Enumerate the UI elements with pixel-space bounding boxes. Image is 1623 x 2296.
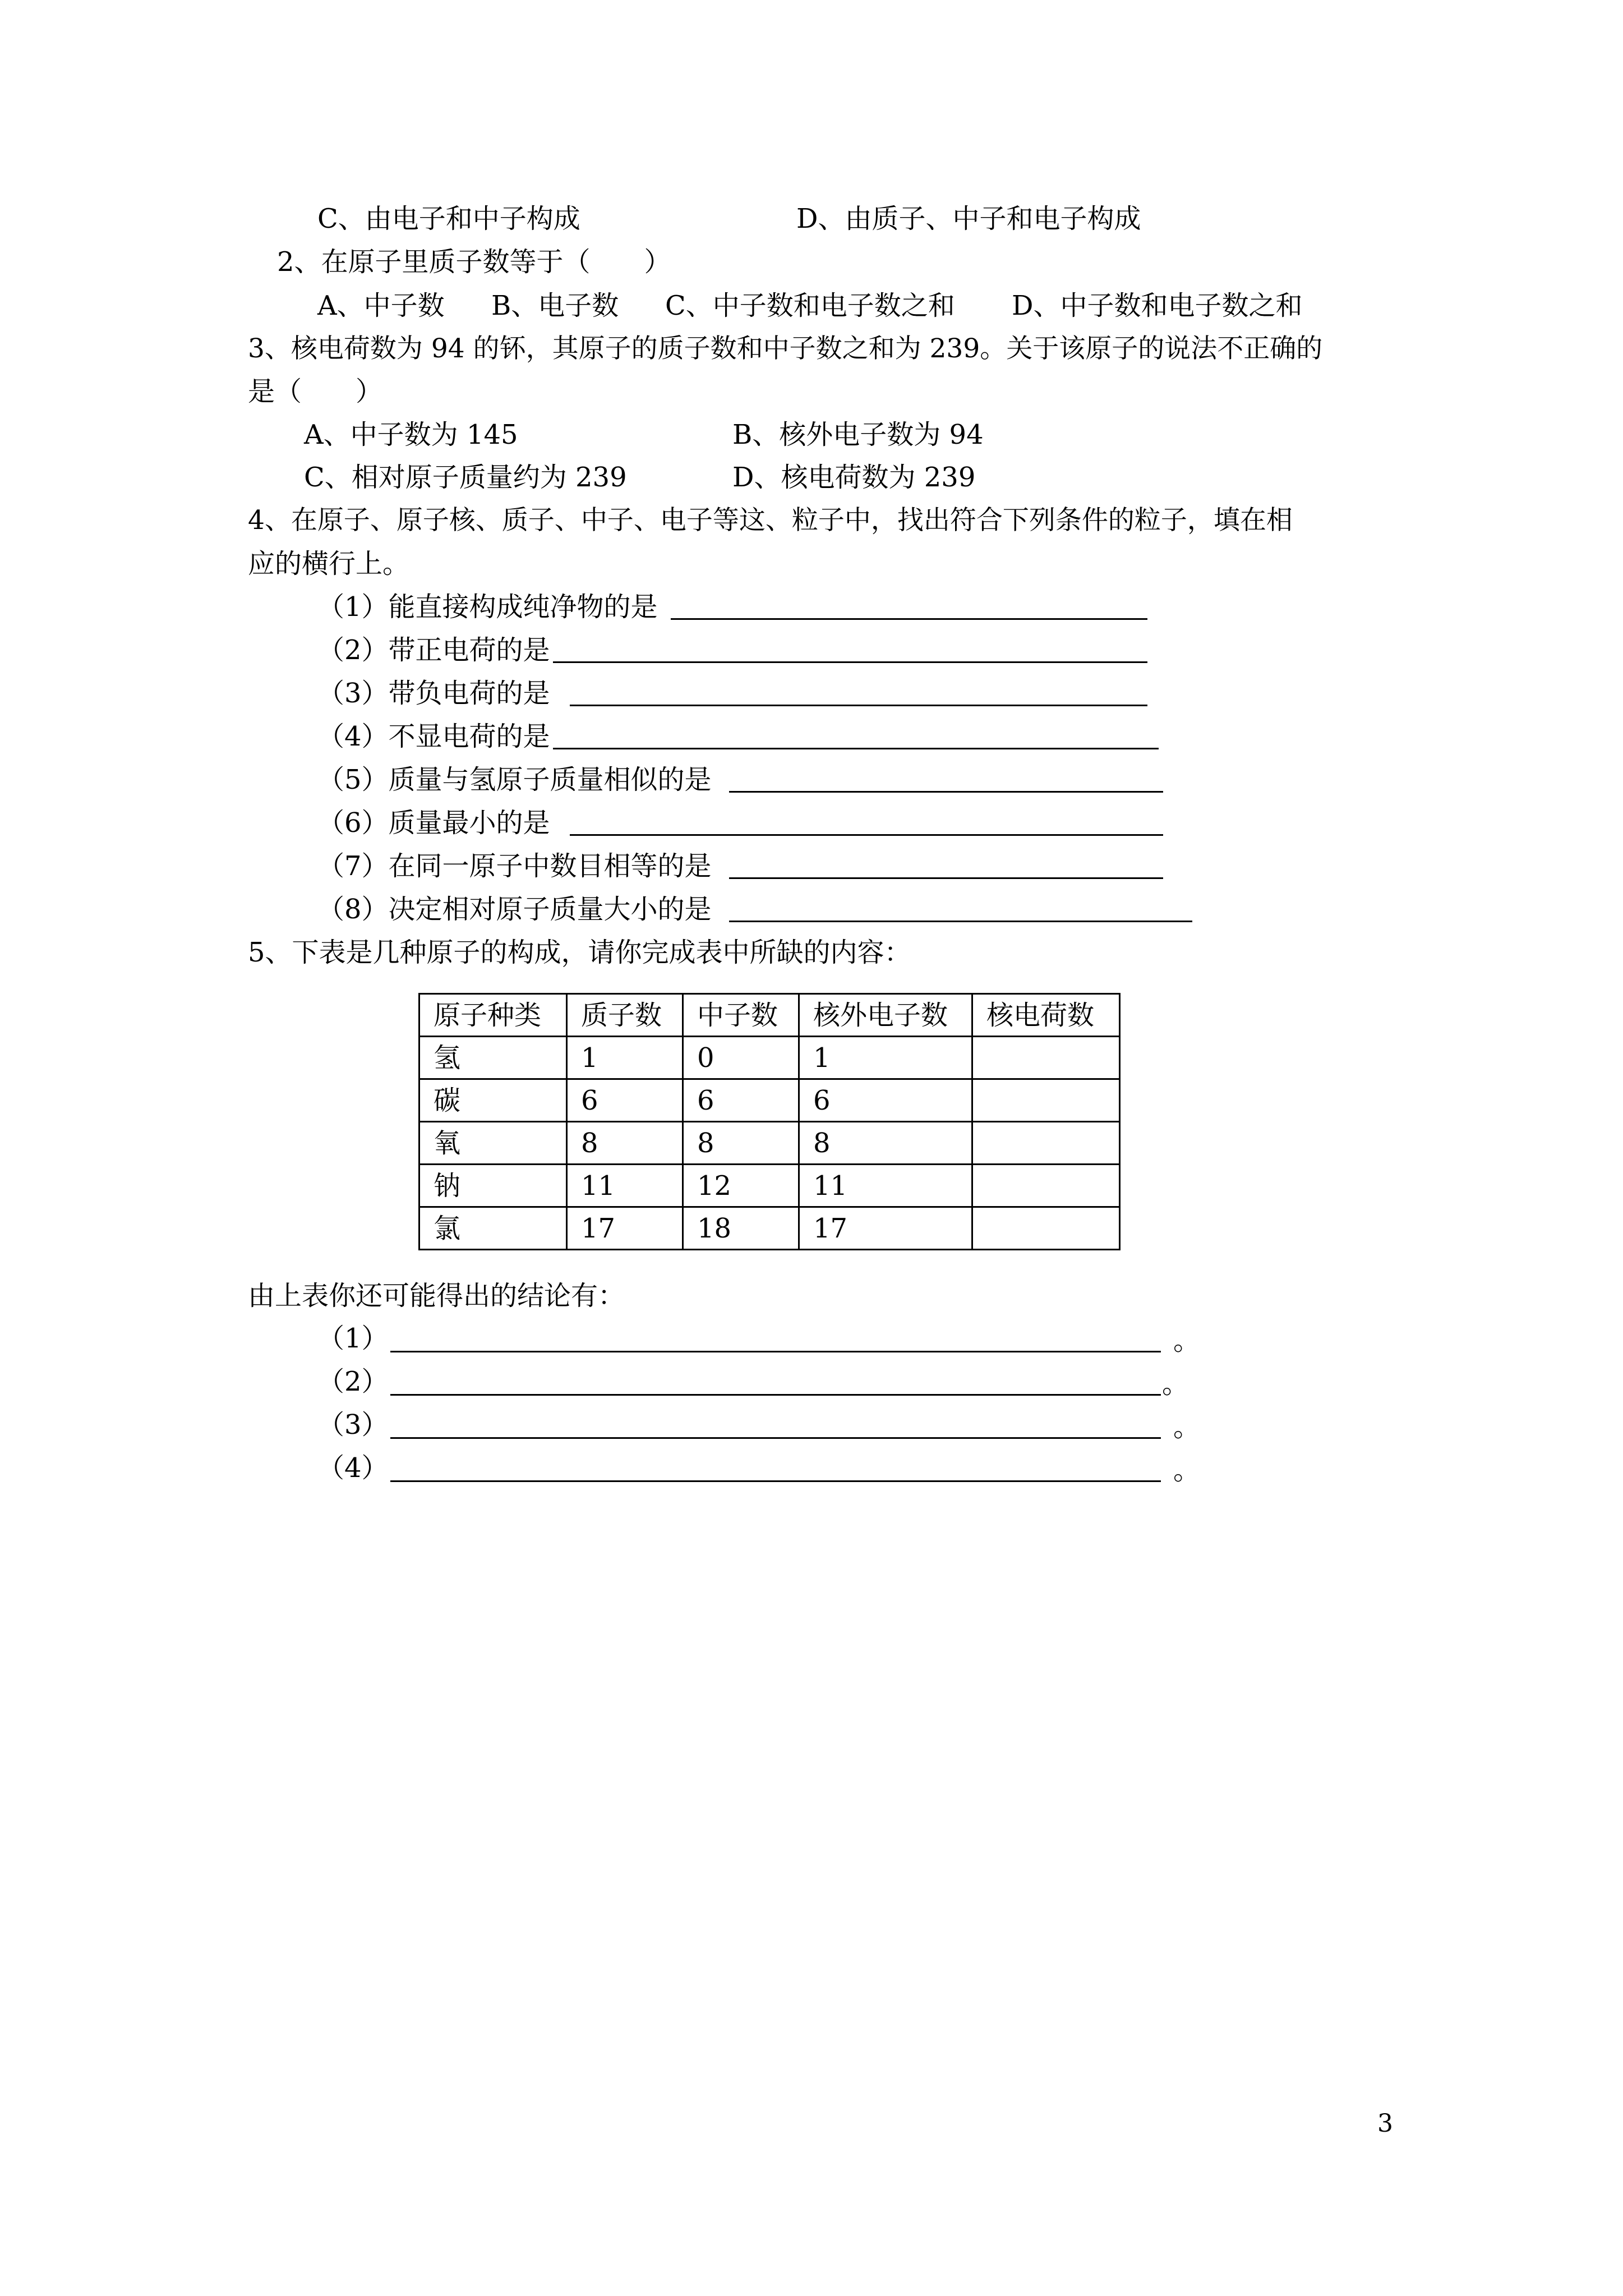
conclusion-label-1: （1） [317, 1323, 389, 1354]
q4-answer-blank-2[interactable] [553, 636, 1147, 663]
q5-stem: 5、下表是几种原子的构成，请你完成表中所缺的内容： [248, 937, 911, 968]
q4-item-2: （2）带正电荷的是 [317, 634, 550, 666]
table-cell: 8 [799, 1122, 972, 1165]
table-cell: 17 [567, 1207, 683, 1250]
table-header-row [419, 994, 1120, 1037]
table-cell-blank[interactable] [972, 1122, 1120, 1165]
table-cell: 18 [683, 1207, 799, 1250]
table-cell: 碳 [419, 1079, 567, 1122]
conclusion-period-2: 。 [1162, 1368, 1189, 1400]
table-cell-blank[interactable] [972, 1207, 1120, 1250]
table-row [419, 1207, 1120, 1250]
q4-answer-blank-4[interactable] [553, 722, 1159, 749]
table-cell: 11 [567, 1165, 683, 1207]
table-header-cell: 中子数 [683, 994, 799, 1037]
table-cell: 8 [567, 1122, 683, 1165]
q2-option-b: B、电子数 [491, 290, 619, 321]
q3-stem-line2: 是（ ） [248, 376, 383, 407]
q3-option-c: C、相对原子质量约为 239 [304, 462, 627, 493]
q3-stem-line1: 3、核电荷数为 94 的钚，其原子的质子数和中子数之和为 239。关于该原子的说法不正确的 [248, 333, 1323, 364]
q4-answer-blank-8[interactable] [729, 895, 1192, 922]
conclusion-label-2: （2） [317, 1366, 389, 1397]
table-cell: 8 [683, 1122, 799, 1165]
q4-answer-blank-7[interactable] [729, 852, 1163, 879]
q3-option-d: D、核电荷数为 239 [732, 462, 976, 493]
table-row [419, 1079, 1120, 1122]
table-cell: 氯 [419, 1207, 567, 1250]
table-cell-blank[interactable] [972, 1079, 1120, 1122]
table-cell: 氢 [419, 1037, 567, 1079]
q4-item-5: （5）质量与氢原子质量相似的是 [317, 764, 712, 795]
table-cell-blank[interactable] [972, 1037, 1120, 1079]
table-cell: 12 [683, 1165, 799, 1207]
table-cell: 氧 [419, 1122, 567, 1165]
table-cell: 1 [567, 1037, 683, 1079]
q4-answer-blank-5[interactable] [729, 765, 1163, 793]
q1-option-d: D、由质子、中子和电子构成 [796, 203, 1141, 234]
atom-composition-table [418, 993, 1121, 1250]
table-cell: 6 [799, 1079, 972, 1122]
q2-option-a: A、中子数 [317, 290, 445, 321]
q4-item-3: （3）带负电荷的是 [317, 678, 550, 709]
table-header-cell: 质子数 [567, 994, 683, 1037]
conclusion-period-1: 。 [1173, 1325, 1201, 1356]
q4-item-6: （6）质量最小的是 [317, 807, 550, 839]
q4-answer-blank-1[interactable] [671, 592, 1147, 620]
conclusion-blank-2[interactable] [390, 1368, 1161, 1396]
q2-option-d: D、中子数和电子数之和 [1012, 290, 1303, 321]
q2-option-c: C、中子数和电子数之和 [665, 290, 955, 321]
table-cell: 6 [567, 1079, 683, 1122]
table-cell-blank[interactable] [972, 1165, 1120, 1207]
q5-conclusion-intro: 由上表你还可能得出的结论有： [248, 1280, 625, 1312]
table-header-cell: 核外电子数 [799, 994, 972, 1037]
table-cell: 17 [799, 1207, 972, 1250]
conclusion-blank-1[interactable] [390, 1325, 1161, 1352]
conclusion-period-4: 。 [1173, 1455, 1201, 1486]
conclusion-label-3: （3） [317, 1409, 389, 1441]
conclusion-blank-3[interactable] [390, 1411, 1161, 1439]
q4-item-8: （8）决定相对原子质量大小的是 [317, 894, 712, 925]
table-cell: 1 [799, 1037, 972, 1079]
table-header-cell: 核电荷数 [972, 994, 1120, 1037]
q4-item-1: （1）能直接构成纯净物的是 [317, 591, 658, 623]
page-number: 3 [1377, 2109, 1393, 2138]
table-cell: 0 [683, 1037, 799, 1079]
table-cell: 6 [683, 1079, 799, 1122]
conclusion-period-3: 。 [1173, 1411, 1201, 1443]
q2-stem: 2、在原子里质子数等于（ ） [277, 246, 671, 278]
q4-stem-line1: 4、在原子、原子核、质子、中子、电子等这、粒子中，找出符合下列条件的粒子，填在相 [248, 505, 1293, 536]
q4-answer-blank-3[interactable] [570, 679, 1147, 706]
table-header-cell: 原子种类 [419, 994, 567, 1037]
conclusion-blank-4[interactable] [390, 1455, 1161, 1482]
q4-item-7: （7）在同一原子中数目相等的是 [317, 850, 712, 882]
q3-option-a: A、中子数为 145 [304, 419, 518, 450]
table-row [419, 1037, 1120, 1079]
q4-answer-blank-6[interactable] [570, 808, 1163, 836]
table-row [419, 1122, 1120, 1165]
table-cell: 钠 [419, 1165, 567, 1207]
table-cell: 11 [799, 1165, 972, 1207]
q3-option-b: B、核外电子数为 94 [732, 419, 984, 450]
conclusion-label-4: （4） [317, 1452, 389, 1484]
q1-option-c: C、由电子和中子构成 [317, 203, 580, 234]
q4-stem-line2: 应的横行上。 [248, 548, 410, 579]
q4-item-4: （4）不显电荷的是 [317, 721, 550, 752]
table-row [419, 1165, 1120, 1207]
